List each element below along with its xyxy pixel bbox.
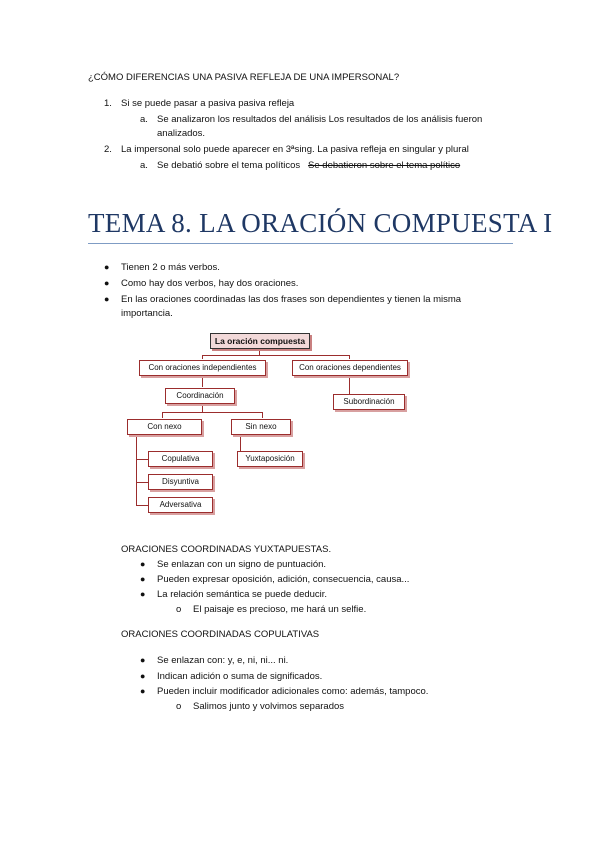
section1-item-1: Se enlazan con un signo de puntuación.	[157, 559, 327, 570]
bullet-item-2: Como hay dos verbos, hay dos oraciones.	[121, 278, 299, 289]
sub-item-a2-text: Se debatió sobre el tema políticos	[157, 160, 301, 171]
section1-item-3: La relación semántica se puede deducir.	[157, 589, 328, 600]
diagram-dependientes-box: Con oraciones dependientes	[292, 360, 408, 376]
section2-item-2: Indican adición o suma de significados.	[157, 671, 323, 682]
bullet-icon: ●	[140, 655, 146, 665]
section-title-yuxtapuestas: ORACIONES COORDINADAS YUXTAPUESTAS.	[121, 544, 332, 555]
bullet-item-1: Tienen 2 o más verbos.	[121, 262, 220, 273]
bullet-icon: ●	[140, 559, 146, 569]
page-title: TEMA 8. LA ORACIÓN COMPUESTA I	[88, 208, 553, 238]
section2-item-1: Se enlazan con: y, e, ni, ni... ni.	[157, 655, 289, 666]
section2-example: Salimos junto y volvimos separados	[193, 701, 345, 712]
circle-bullet-icon: o	[176, 701, 182, 712]
diagram-con-nexo-box: Con nexo	[127, 419, 202, 435]
list-number-1: 1.	[104, 98, 112, 109]
diagram-adversativa-box: Adversativa	[148, 497, 213, 513]
bullet-item-3: En las oraciones coordinadas las dos frases son dependientes y tienen la misma	[121, 294, 462, 305]
list-sub-letter-a2: a.	[140, 160, 148, 171]
connector-line	[136, 482, 148, 483]
section2-item-3: Pueden incluir modificador adicionales como: además, tampoco.	[157, 686, 429, 697]
connector-line	[262, 412, 263, 418]
section-title-copulativas: ORACIONES COORDINADAS COPULATIVAS	[121, 629, 320, 640]
bullet-icon: ●	[140, 686, 146, 696]
connector-line	[349, 355, 350, 359]
circle-bullet-icon: o	[176, 604, 182, 615]
connector-line	[202, 355, 203, 359]
list-sub-letter-a1: a.	[140, 114, 148, 125]
bullet-icon: ●	[140, 589, 146, 599]
connector-line	[162, 412, 163, 418]
list-sub-item-a1: Se analizaron los resultados del análisis Los resultados de los análisis fueron	[157, 114, 483, 125]
diagram-sin-nexo-box: Sin nexo	[231, 419, 291, 435]
bullet-item-3-cont: importancia.	[121, 308, 173, 319]
sub-item-a2-strikethrough: Se debatieron sobre el tema político	[308, 160, 461, 171]
diagram-copulativa-box: Copulativa	[148, 451, 213, 467]
bullet-icon: ●	[104, 294, 110, 304]
diagram-root-box: La oración compuesta	[210, 333, 310, 349]
bullet-icon: ●	[104, 278, 110, 288]
section1-example: El paisaje es precioso, me hará un selfie.	[193, 604, 367, 615]
connector-line	[202, 355, 349, 356]
bullet-icon: ●	[140, 574, 146, 584]
diagram-subordinacion-box: Subordinación	[333, 394, 405, 410]
connector-line	[162, 412, 262, 413]
diagram-coordinacion-box: Coordinación	[165, 388, 235, 404]
list-number-2: 2.	[104, 144, 112, 155]
question-heading: ¿CÓMO DIFERENCIAS UNA PASIVA REFLEJA DE UNA IMPERSONAL?	[88, 72, 400, 83]
connector-line	[202, 376, 203, 387]
connector-line	[136, 505, 148, 506]
connector-line	[259, 348, 260, 355]
bullet-icon: ●	[140, 671, 146, 681]
bullet-icon: ●	[104, 262, 110, 272]
title-divider	[88, 243, 513, 244]
diagram-disyuntiva-box: Disyuntiva	[148, 474, 213, 490]
connector-line	[136, 459, 148, 460]
list-sub-item-a2	[157, 160, 460, 172]
list-sub-item-a1-cont: analizados.	[157, 128, 206, 139]
connector-line	[136, 436, 137, 505]
diagram-independientes-box: Con oraciones independientes	[139, 360, 266, 376]
list-item-1: Si se puede pasar a pasiva pasiva refleja	[121, 98, 295, 109]
diagram-yuxtaposicion-box: Yuxtaposición	[237, 451, 303, 467]
section1-item-2: Pueden expresar oposición, adición, consecuencia, causa...	[157, 574, 410, 585]
list-item-2: La impersonal solo puede aparecer en 3ªsing. La pasiva refleja en singular y plural	[121, 144, 469, 155]
